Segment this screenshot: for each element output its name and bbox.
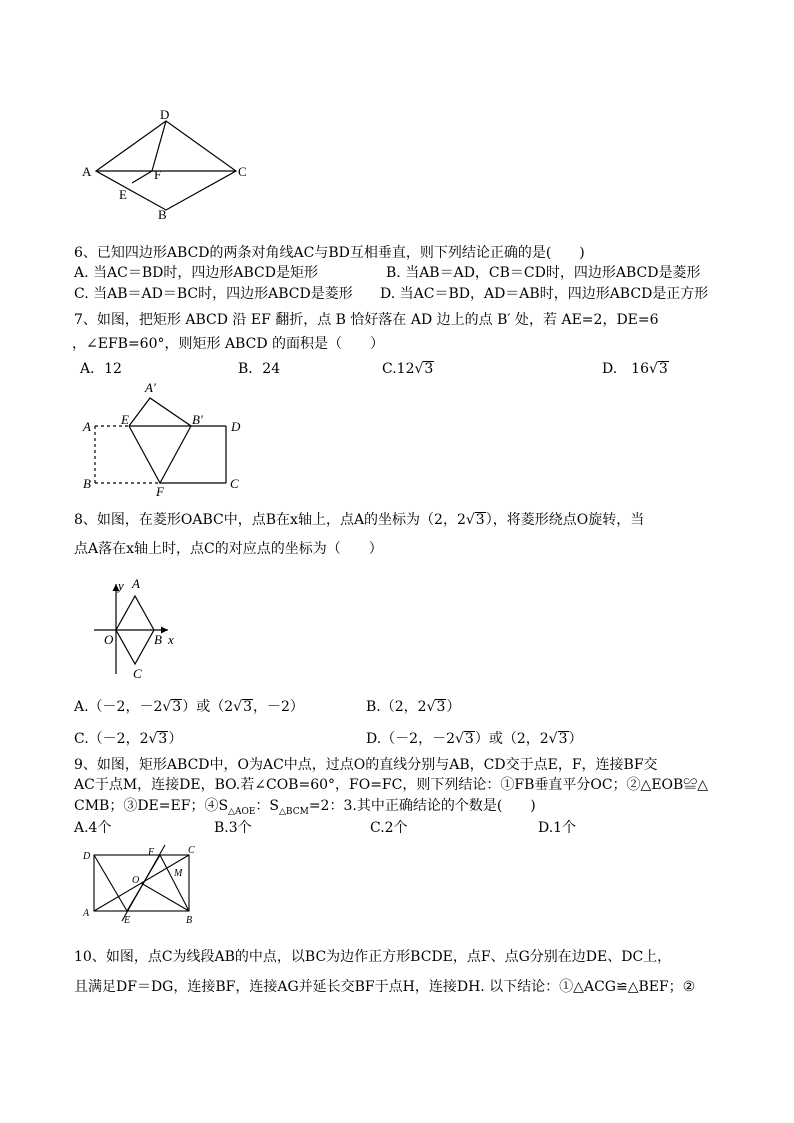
label-B: B [158,207,167,222]
label-M: M [174,868,183,879]
q9-option-d: D.1个 [538,820,577,836]
label-A: A [132,576,140,591]
label-B: B [186,915,193,926]
label-F: F [148,847,155,858]
q7-stem-line1: 7、如图，把矩形 ABCD 沿 EF 翻折，点 B 恰好落在 AD 边上的点 B′ 处，若 AE=2，DE=6 [74,312,659,328]
figure-rhombus-abcd [78,106,258,224]
q7-stem-line2: ，∠EFB=60°，则矩形 ABCD 的面积是（ ） [72,336,384,352]
q8-option-b: B.（2，2√3） [366,699,461,715]
q9-option-a: A.4个 [74,820,112,836]
axis-label-x: x [168,632,174,647]
q9-stem-line3: CMB；③DE=EF；$④S_{\triangle AOE}$：$S_{\triangle BCM}=2$：3.其中正确结论的个数是( ) [74,798,536,817]
label-E: E [119,187,127,202]
q8-stem-line1: 8、如图，在菱形OABC中，点B在x轴上，点A的坐标为（2，2√3），将菱形绕点O旋转，当 [74,512,645,528]
label-O: O [132,875,140,886]
q8-option-c: C.（－2，2√3） [74,731,183,747]
label-D: D [160,107,170,122]
q7-option-a: A．12 [80,361,122,377]
label-E: E [121,412,129,427]
sqrt-radicand: 3 [424,361,434,377]
q9-option-b: B.3个 [214,820,252,836]
q6-option-d: D. 当AC＝BD，AD＝AB时，四边形ABCD是正方形 [380,286,709,302]
q6-option-b: B. 当AB＝AD，CB＝CD时，四边形ABCD是菱形 [386,265,701,281]
q7-option-d: D. 16√3 [602,361,668,377]
label-D: D [231,419,241,434]
label-C: C [188,845,195,856]
label-C: C [230,476,239,491]
q10-stem-line1: 10、如图，点C为线段AB的中点，以BC为边作正方形BCDE，点F、点G分别在边DE、DC上， [74,949,672,965]
figure-folded-rectangle [78,378,248,500]
q9-option-c: C.2个 [370,820,408,836]
q6-option-c: C. 当AB＝AD＝BC时，四边形ABCD是菱形 [74,286,353,302]
sqrt-radicand: 3 [658,361,668,377]
label-O: O [104,632,114,647]
label-E: E [124,915,131,926]
label-A: A [83,908,90,919]
axis-label-y: y [118,578,124,593]
label-B: B [154,632,162,647]
q8-option-a: A.（－2，－2√3）或（2√3，－2） [74,699,304,715]
figure-rectangle-abcd [82,843,202,927]
q10-stem-line2: 且满足DF＝DG，连接BF，连接AG并延长交BF于点H，连接DH. 以下结论：①△ACG≌△BEF；② [74,979,696,995]
label-F: F [156,484,164,499]
q8-option-d: D.（－2，－2√3）或（2，2√3） [366,731,583,747]
label-F: F [154,167,162,182]
q6-option-a: A. 当AC＝BD时，四边形ABCD是矩形 [74,265,318,281]
q8-stem-line2: 点A落在x轴上时，点C的对应点的坐标为（ ） [74,541,383,557]
figure-rhombus-coordinate [90,574,190,686]
label-C: C [133,666,142,681]
q6-stem: 6、已知四边形ABCD的两条对角线AC与BD互相垂直，则下列结论正确的是( ) [74,245,585,261]
label-A: A [83,419,91,434]
label-B: B [83,476,91,491]
q9-stem-line1: 9、如图，矩形ABCD中，O为AC中点，过点O的直线分别与AB，CD交于点E，F，连接BF交 [74,757,658,773]
label-A: A [82,164,92,179]
q7-option-b: B．24 [238,361,281,377]
label-D: D [83,851,91,862]
q7-option-c: C.12√3 [382,361,434,377]
label-C: C [238,164,247,179]
label-A-prime: A′ [145,380,156,395]
q9-stem-line2: AC于点M，连接DE，BO.若∠COB=60°，FO=FC，则下列结论：①FB垂直平分OC；②△EOB≌△ [74,777,709,793]
label-B-prime: B′ [192,412,203,427]
